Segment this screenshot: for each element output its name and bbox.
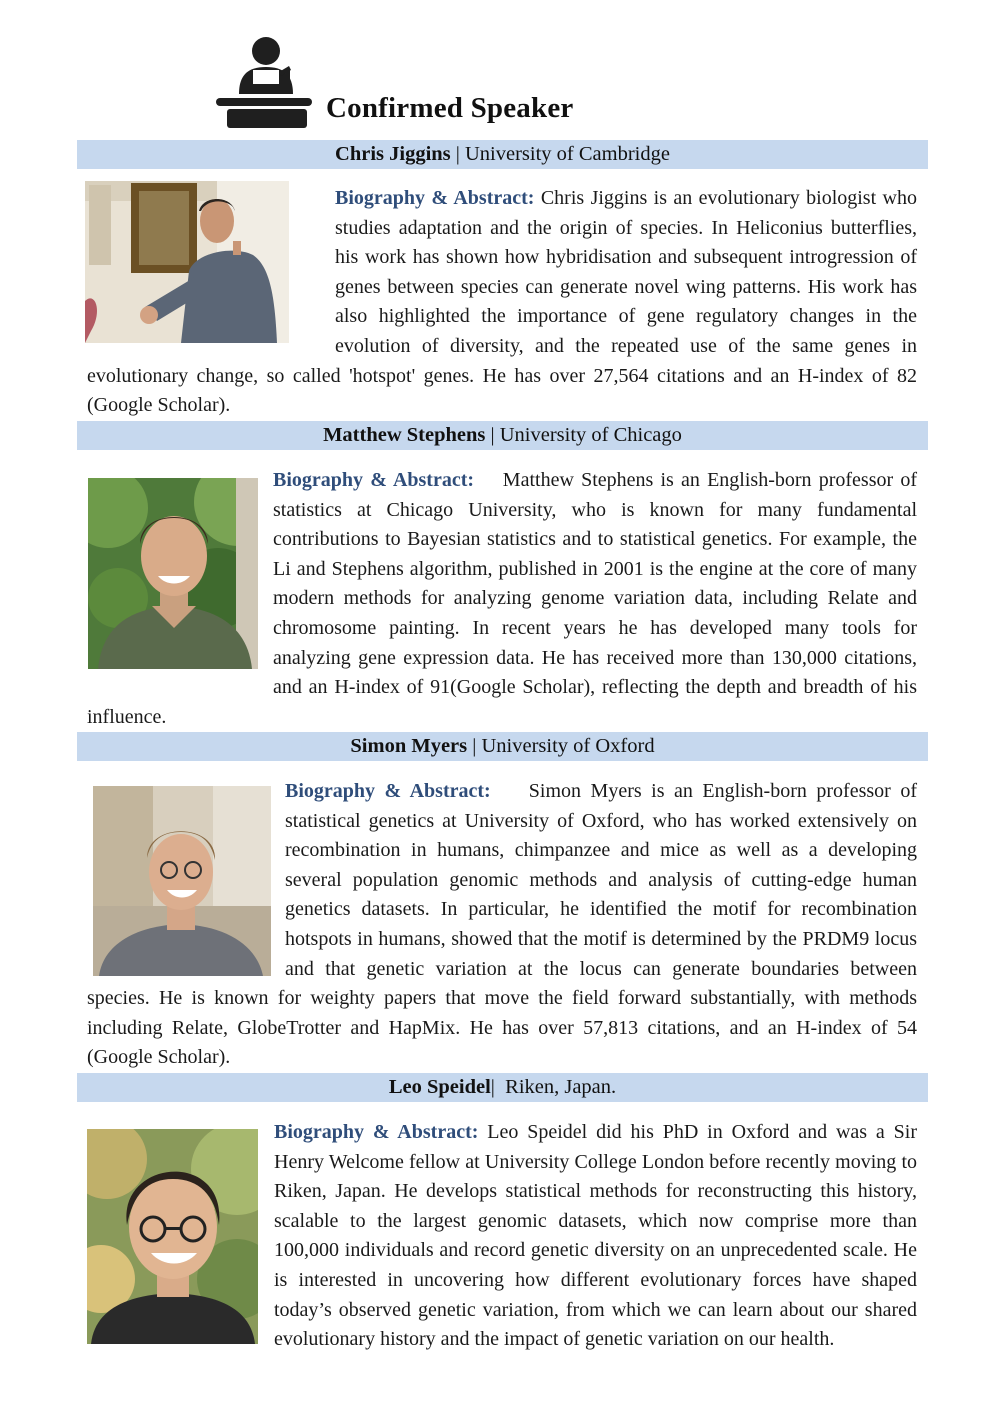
bio-text: Leo Speidel did his PhD in Oxford and was a Sir Henry Welcome fellow at University College London before recently moving to Riken, Japan. He develops statistical methods for reconstructing this history, scalable to the largest genomic datasets, which now comprise more than 100,000 individuals and record genetic diversity on an unprecedented scale. He is interested in uncovering how different evolutionary forces have shaped today’s observed genetic variation, from which we can learn about our shared evolutionary history and the impact of genetic variation on our health. <box>274 1121 917 1351</box>
speaker-bio-leo-speidel <box>87 1118 917 1355</box>
speaker-name: Simon Myers <box>350 735 468 757</box>
speaker-bar-chris-jiggins <box>77 140 928 169</box>
page-header <box>213 34 613 134</box>
bio-label: Biography & Abstract: <box>335 187 535 209</box>
bio-text: Matthew Stephens is an English-born professor of statistics at Chicago University, who is known for many fundamental contributions to Bayesian statistics and to statistical genetics. For example, the Li and Stephens algorithm, published in 2001 is the engine at the core of many modern methods for analyzing genome variation data, including Relate and chromosome painting. In recent years he has developed many tools for analyzing gene expression data. He has received more than 130,000 citations, and an H-index of 91(Google Scholar), reflecting the depth and breadth of his influence. <box>87 469 922 728</box>
speaker-bar-matthew-stephens <box>77 421 928 450</box>
speaker-name: Leo Speidel <box>388 1076 491 1098</box>
bio-label: Biography & Abstract: <box>274 1121 479 1143</box>
separator: | <box>450 143 465 165</box>
bio-text: Simon Myers is an English-born professor of statistical genetics at University of Oxford, who has worked extensively on recombination in humans, chimpanzee and mice as well as a developing several population genomic methods and analysis of cutting-edge human genetics datasets. In particular, he identified the motif for recombination hotspots in humans, showed that the motif is determined by the PRDM9 locus and that genetic variation at the locus can generate boundaries between species. He is known for weighty papers that move the field forward substantially, with methods including Relate, GlobeTrotter and HapMix. He has over 57,813 citations, and an H-index of 54 (Google Scholar). <box>87 780 922 1069</box>
bio-label: Biography & Abstract: <box>285 780 491 802</box>
bio-text: Chris Jiggins is an evolutionary biologist who studies adaptation and the origin of species. In Heliconius butterflies, his work has shown how hybridisation and subsequent introgression of genes between species can generate novel wing patterns. His work has also highlighted the importance of gene regulatory changes in the evolution of diversity, and the repeated use of the same genes in evolutionary change, so called 'hotspot' genes. He has over 27,564 citations and an H-index of 82 (Google Scholar). <box>87 187 917 417</box>
speaker-bar-simon-myers <box>77 732 928 761</box>
separator: | <box>485 424 500 446</box>
speaker-affiliation: Riken, Japan. <box>505 1076 617 1098</box>
separator: | <box>490 1076 506 1098</box>
speaker-name: Matthew Stephens <box>323 424 486 446</box>
speaker-affiliation: University of Chicago <box>499 424 682 446</box>
page-title: Confirmed Speaker <box>326 92 574 124</box>
speaker-bio-chris-jiggins <box>87 184 917 421</box>
separator: | <box>467 735 482 757</box>
speaker-name: Chris Jiggins <box>335 143 451 165</box>
speaker-affiliation: University of Cambridge <box>465 143 670 165</box>
speaker-affiliation: University of Oxford <box>481 735 655 757</box>
speaker-bar-leo-speidel <box>77 1073 928 1102</box>
bio-label: Biography & Abstract: <box>273 469 475 491</box>
speaker-bio-matthew-stephens <box>87 466 922 732</box>
speaker-podium-icon <box>213 34 313 130</box>
speaker-bio-simon-myers <box>87 777 922 1073</box>
